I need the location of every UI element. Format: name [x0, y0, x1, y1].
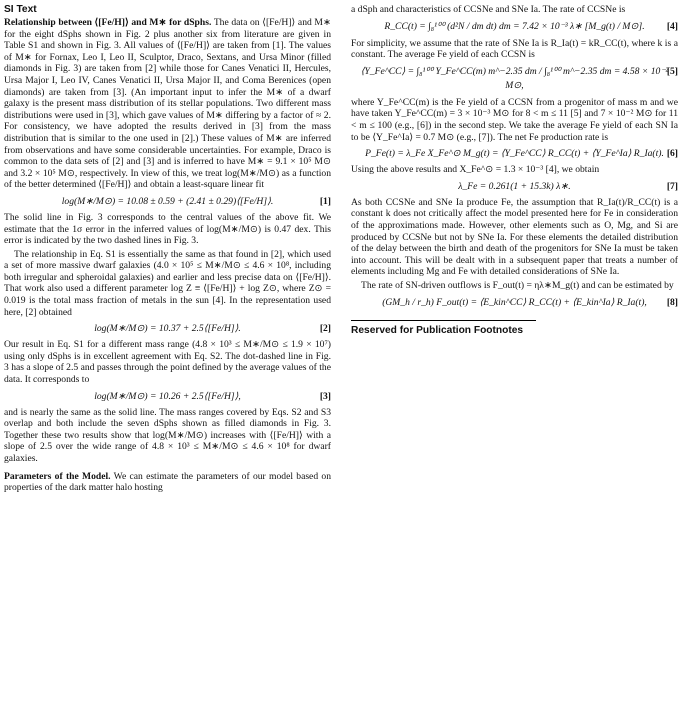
paragraph-ccsne-snia: As both CCSNe and SNe Ia produce Fe, the assumption that R_Ia(t)/R_CC(t) is a constant k does not critically affect the model presented here for Fe in consideration of the approximations made. However, other elements such as O, Mg, and Si are produced by CCSNe but not by SNe Ia. For these elements the detailed distribution of the delay between the birth and death of the progenitors for SNe Ia must be taken into account. This will be dealt with in a subsequent paper that treats a number of elements including Mg and Fe with detailed considerations of SNe Ia. — [351, 196, 678, 278]
equation-5-text: ⟨Y_Fe^CC⟩ = ∫₈¹⁰⁰ Y_Fe^CC(m) m^−2.35 dm / ∫₈¹⁰⁰ m^−2.35 dm = 4.58 × 10⁻² M⊙, — [360, 65, 669, 91]
equation-7-number: [7] — [666, 180, 678, 192]
equation-2 — [4, 322, 331, 335]
equation-7 — [351, 180, 678, 193]
paragraph-parameters — [4, 471, 331, 494]
paragraph-dsph: a dSph and characteristics of CCSNe and SNe Ia. The rate of CCSNe is — [351, 4, 626, 15]
equation-3-text: log(M∗/M⊙) = 10.26 + 2.5⟨[Fe/H]⟩, — [94, 390, 241, 402]
equation-3-number: [3] — [319, 390, 331, 402]
equation-5-number: [5] — [666, 65, 678, 77]
equation-8-number: [8] — [666, 296, 678, 308]
equation-1 — [4, 195, 331, 208]
left-column — [4, 4, 331, 496]
right-column — [351, 4, 678, 336]
equation-2-number: [2] — [319, 323, 331, 335]
paragraph-lead: Relationship between ⟨[Fe/H]⟩ and M∗ for dSphs. — [4, 17, 212, 28]
paragraph-lead: Parameters of the Model. — [4, 470, 111, 482]
equation-5 — [351, 65, 678, 93]
equation-4-number: [4] — [666, 20, 678, 32]
paragraph-body: The data on ⟨[Fe/H]⟩ and M∗ for the eight dSphs shown in Fig. 2 plus another six from literature are given in Table S1 and shown in Fig. 3. All values of ⟨[Fe/H]⟩ are taken from [1]. The values of M∗ for Fornax, Leo I, Leo II, Sculptor, Draco, Sextans, and Ursa Minor (filled diamonds in Fig. 3) are taken from [2] while those for Canes Venatici II, Hercules, Ursa Major I, Leo IV, Canes Venatici II, Ursa Major II, and Coma Berenices (open diamonds) are taken from [3]. (An important input to infer the M∗ of a dwarf galaxy is the present mass distribution of its stellar populations. Two different mass distributions were used in [3], which gave values of M∗ differing by a factor of ≈ 2. For consistency, we have adopted the results derived in [3] from the mass distribution that is similar to the one used in [2].) These values of M∗ are inferred from observations and have some considerable uncertainties. For example, Draco is common to the data sets of [2] and [3] and is inferred to have M∗ = 9.1 × 10⁵ M⊙ and 3.2 × 10⁵ M⊙, respectively. In view of this, we treat log(M∗/M⊙) as a function of the better determined ⟨[Fe/H]⟩ and obtain a least-square linear fit — [4, 17, 331, 191]
equation-1-text: log(M∗/M⊙) = 10.08 ± 0.59 + (2.41 ± 0.29)⟨[Fe/H]⟩. — [61, 195, 274, 207]
paragraph-mass-ranges: and is nearly the same as the solid line. The mass ranges covered by Eqs. S2 and S3 overlap and both include the seven dSphs shown as filled diamonds in Fig. 3. Together these two results show that log(M∗/M⊙) increases with ⟨[Fe/H]⟩ with a slope of 2.5 over the wide range of 4.8 × 10³ ≤ M∗/M⊙ ≤ 4.6 × 10⁸ for dwarf galaxies. — [4, 406, 331, 464]
equation-8 — [351, 296, 678, 310]
paragraph-above-results: Using the above results and X_Fe^⊙ = 1.3 × 10⁻³ [4], we obtain — [351, 164, 600, 176]
paragraph-relationship-eq: The relationship in Eq. S1 is essentially the same as that found in [2], which used a set of more massive dwarf galaxies (4.0 × 10⁵ ≤ M∗/M⊙ ≤ 4.6 × 10⁸, including both irregular and spheroidal galaxies) and earlier and less precise data on ⟨[Fe/H]⟩. That work also used a different parameter log Z ≡ ⟨[Fe/H]⟩ + log Z⊙, where Z⊙ = 0.019 is the total mass fraction of metals in the sun [4]. In the representation used here, [2] obtained — [4, 248, 331, 318]
paragraph-outflows: The rate of SN-driven outflows is F_out(t) = ηλ∗M_g(t) and can be estimated by — [361, 279, 674, 291]
equation-2-text: log(M∗/M⊙) = 10.37 + 2.5⟨[Fe/H]⟩. — [94, 323, 241, 335]
equation-8-text: (GM_h / r_h) F_out(t) = ⟨E_kin^CC⟩ R_CC(t) + ⟨E_kin^Ia⟩ R_Ia(t), — [382, 296, 647, 308]
paragraph-our-result: Our result in Eq. S1 for a different mass range (4.8 × 10³ ≤ M∗/M⊙ ≤ 1.9 × 10⁷) using only dSphs is in excellent agreement with Eq. S2. The dot-dashed line in Fig. 3 has a slope of 2.5 and passes through the point defined by the average values of the data. It corresponds to — [4, 339, 331, 386]
paragraph-relationship — [4, 17, 331, 191]
equation-6-text: P_Fe(t) = λ_Fe X_Fe^⊙ M_g(t) = ⟨Y_Fe^CC⟩ R_CC(t) + ⟨Y_Fe^Ia⟩ R_Ia(t). — [365, 148, 664, 160]
equation-4-text: R_CC(t) = ∫₈¹⁰⁰ (d²N / dm dt) dm = 7.42 × 10⁻³ λ∗ [M_g(t) / M⊙]. — [384, 20, 645, 32]
section-title: SI Text — [4, 4, 37, 15]
equation-7-text: λ_Fe = 0.261(1 + 15.3k) λ∗. — [458, 180, 571, 192]
paragraph-simplicity: For simplicity, we assume that the rate of SNe Ia is R_Ia(t) = kR_CC(t), where k is a constant. The average Fe yield of each CCSN is — [351, 37, 678, 61]
footnotes-heading: Reserved for Publication Footnotes — [351, 320, 536, 337]
paragraph-fe-yield: where Y_Fe^CC(m) is the Fe yield of a CCSN from a progenitor of mass m and we have taken Y_Fe^CC(m) = 3 × 10⁻³ M⊙ for 8 < m ≤ 11 [5] and 7 × 10⁻² M⊙ for 11 < m ≤ 100 (e.g., [6]) in the second step. We take the average Fe yield of each SN Ia to be ⟨Y_Fe^Ia⟩ = 0.7 M⊙ (e.g., [7]). The net Fe production rate is — [351, 96, 678, 143]
paragraph-solid-line: The solid line in Fig. 3 corresponds to the central values of the above fit. We estimate that the 1σ error in the inferred values of log(M∗/M⊙) is 0.47 dex. This error is indicated by the two dashed lines in Fig. 3. — [4, 211, 331, 247]
equation-6-number: [6] — [666, 148, 678, 160]
equation-1-number: [1] — [319, 195, 331, 207]
equation-4 — [351, 20, 678, 34]
equation-3 — [4, 390, 331, 403]
equation-6 — [351, 147, 678, 160]
paragraph-body: We can estimate the parameters of our model based on properties of the dark matter halo hosting — [4, 470, 331, 494]
